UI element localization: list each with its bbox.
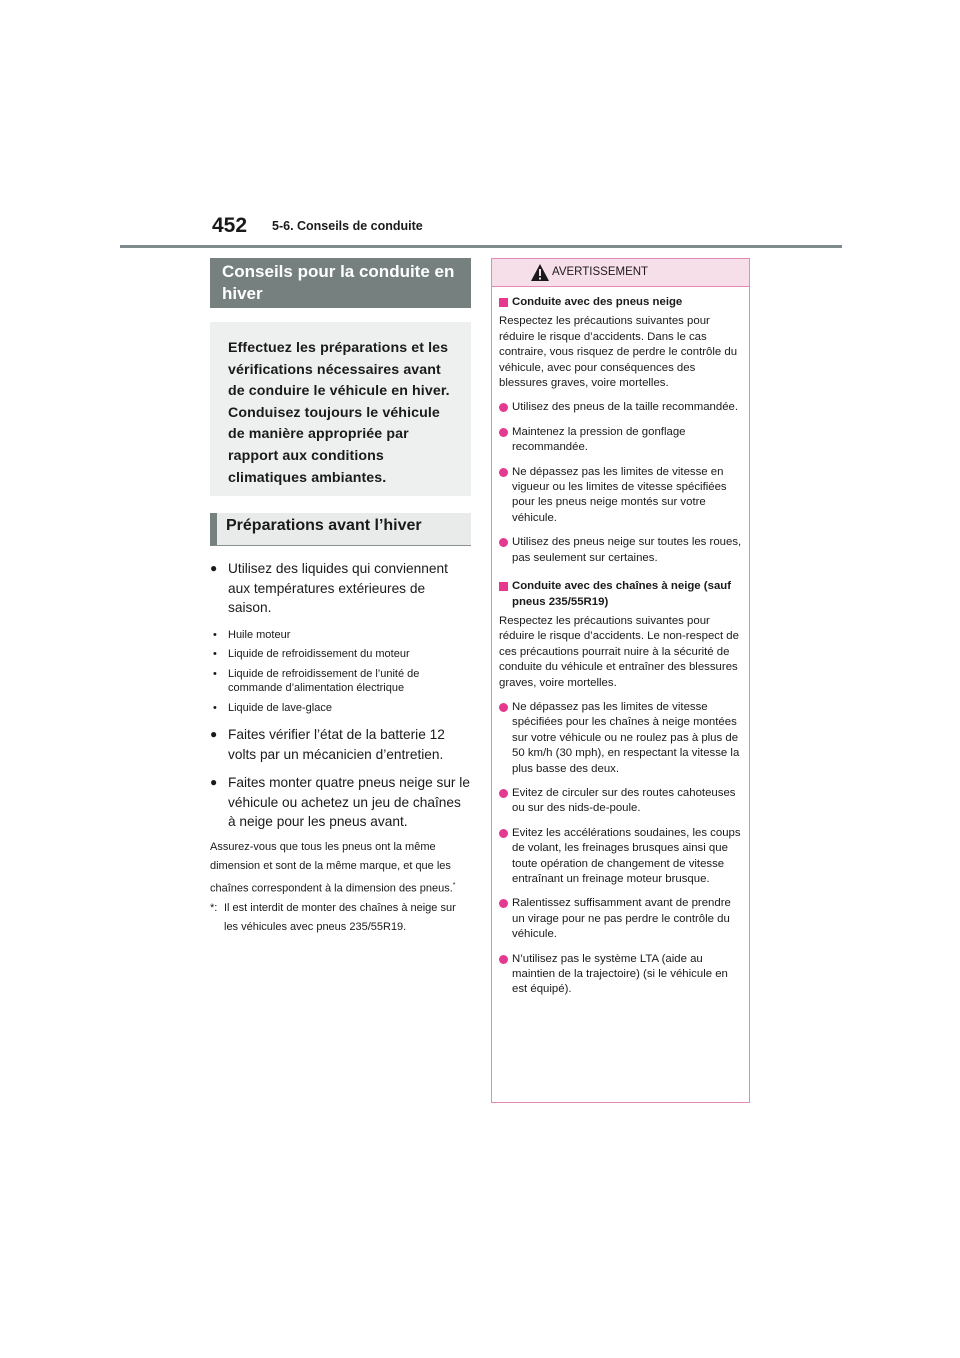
small-bullet-icon: • — [213, 701, 217, 714]
warning-item-text: Ralentissez suffisamment avant de prendre un virage pour ne pas perdre le contrôle du véhicule. — [512, 897, 731, 941]
small-bullet-icon: • — [213, 667, 217, 680]
warning-item — [499, 896, 742, 942]
header-rule — [120, 245, 842, 248]
small-bullet-icon: • — [213, 648, 217, 660]
bullet-dot-icon: ● — [210, 561, 218, 575]
pink-dot-icon — [499, 403, 508, 412]
warning-box — [491, 258, 750, 1103]
bullet-text: Faites vérifier l’état de la batterie 12 volts par un mécanicien d’entretien. — [228, 727, 445, 762]
list-item-text: Liquide de lave-glace — [228, 701, 332, 714]
warning-item-text: Utilisez des pneus neige sur toutes les roues, pas seulement sur certaines. — [512, 536, 742, 564]
pink-dot-icon — [499, 899, 508, 908]
bullet-text: Faites monter quatre pneus neige sur le véhicule ou achetez un jeu de chaînes à neige pour les pneus avant. — [228, 775, 470, 829]
page-number: 452 — [212, 214, 248, 237]
bullet-dot-icon: ● — [210, 727, 218, 741]
warning-heading-text: Conduite avec des pneus neige — [512, 296, 683, 308]
page-header — [0, 0, 960, 250]
warning-header — [492, 259, 749, 287]
warning-item — [499, 400, 742, 415]
list-item — [210, 647, 471, 662]
tire-note-text: Assurez-vous que tous les pneus ont la même dimension et sont de la même marque, et que les chaînes correspondent à la dimension des pneus. — [210, 840, 453, 895]
list-item — [210, 701, 471, 716]
pink-dot-icon — [499, 703, 508, 712]
warning-item — [499, 952, 742, 998]
warning-item-text: N’utilisez pas le système LTA (aide au maintien de la trajectoire) (si le véhicule en est équipé). — [512, 952, 728, 996]
intro-text: Effectuez les préparations et les vérifications nécessaires avant de conduire le véhicule en hiver. Conduisez toujours le véhicule de manière appropriée par rapport aux conditions climatiques ambiantes. — [228, 340, 450, 486]
warning-item-text: Maintenez la pression de gonflage recommandée. — [512, 425, 686, 454]
warning-item-text: Ne dépassez pas les limites de vitesse spécifiées pour les chaînes à neige montées sur votre véhicule ou ne roulez pas à plus de 50 km/h (30 mph), en respectant la vitesse la plus basse des deux. — [512, 700, 740, 775]
footnote-ref: * — [452, 881, 456, 889]
pink-dot-icon — [499, 829, 508, 838]
footnote — [210, 899, 471, 937]
list-item — [210, 667, 471, 696]
bullet-item — [210, 559, 471, 618]
warning-item — [499, 425, 742, 456]
bullet-dot-icon: ● — [210, 775, 218, 789]
bullet-item — [210, 725, 471, 764]
pink-dot-icon — [499, 955, 508, 964]
warning-item — [499, 786, 742, 817]
warning-item-text: Utilisez des pneus de la taille recommandée. — [512, 401, 739, 414]
warning-body — [492, 287, 749, 998]
intro-box — [210, 322, 471, 496]
left-column — [210, 258, 471, 937]
warning-item — [499, 535, 742, 566]
warning-item-text: Evitez de circuler sur des routes cahoteuses ou sur des nids-de-poule. — [512, 786, 736, 815]
footnote-mark: *: — [210, 901, 218, 914]
pink-dot-icon — [499, 468, 508, 477]
pink-dot-icon — [499, 428, 508, 437]
warning-item — [499, 826, 742, 888]
section-title: Conseils pour la conduite en hiver — [210, 258, 471, 308]
warning-triangle-icon — [530, 263, 550, 282]
warning-item-text: Evitez les accélérations soudaines, les coups de volant, les freinages brusques ainsi que toute opération de changement de vitesse entraînant un freinage moteur brusque. — [512, 826, 741, 885]
pink-square-icon — [499, 298, 508, 307]
warning-paragraph: Respectez les précautions suivantes pour réduire le risque d’accidents. Le non-respect de ces précautions pourrait nuire à la sécurité de conduite du véhicule et entraîner des blessures graves, voire mortelles. — [499, 614, 739, 689]
pink-dot-icon — [499, 789, 508, 798]
bullet-text: Utilisez des liquides qui conviennent aux températures extérieures de saison. — [228, 561, 448, 615]
warning-item-text: Ne dépassez pas les limites de vitesse en vigueur ou les limites de vitesse spécifiées pour les pneus neige montés sur votre véhicule. — [512, 465, 727, 524]
list-item-text: Liquide de refroidissement de l’unité de commande d’alimentation électrique — [228, 667, 420, 694]
list-item-text: Liquide de refroidissement du moteur — [228, 648, 410, 660]
small-bullet-icon: • — [213, 628, 217, 641]
section-label: 5-6. Conseils de conduite — [272, 219, 423, 233]
pink-square-icon — [499, 582, 508, 591]
warning-heading — [499, 579, 742, 610]
list-item — [210, 628, 471, 643]
footnote-text: Il est interdit de monter des chaînes à neige sur les véhicules avec pneus 235/55R19. — [224, 901, 456, 933]
warning-item — [499, 700, 742, 777]
warning-item — [499, 465, 742, 527]
bullet-item — [210, 773, 471, 832]
warning-heading-text: Conduite avec des chaînes à neige (sauf pneus 235/55R19) — [512, 580, 732, 608]
pink-dot-icon — [499, 538, 508, 547]
warning-paragraph: Respectez les précautions suivantes pour réduire le risque d’accidents. Dans le cas contraire, vous risquez de perdre le contrôle du véhicule, avec pour conséquences des blessures graves, voire mortelles. — [499, 315, 738, 390]
warning-heading — [499, 295, 742, 310]
subheading: Préparations avant l’hiver — [210, 513, 471, 546]
list-item-text: Huile moteur — [228, 628, 291, 641]
tire-note — [210, 838, 471, 899]
warning-title: AVERTISSEMENT — [552, 266, 649, 278]
